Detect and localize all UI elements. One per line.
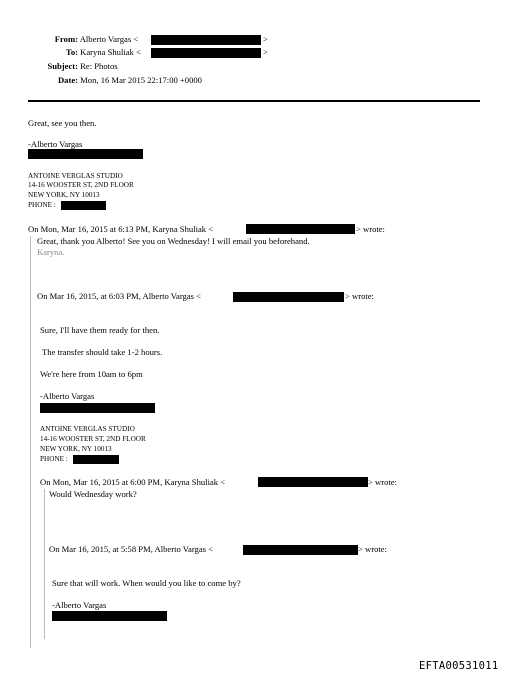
quote2-wrote: > wrote: bbox=[345, 291, 374, 301]
quote4-attribution: On Mar 16, 2015, at 5:58 PM, Alberto Vargas < bbox=[49, 544, 213, 554]
quote1-bar bbox=[30, 236, 31, 648]
quote2-attribution: On Mar 16, 2015, at 6:03 PM, Alberto Vargas < bbox=[37, 291, 201, 301]
date-value: Mon, 16 Mar 2015 22:17:00 +0000 bbox=[80, 75, 202, 85]
quote4-wrote: > wrote: bbox=[358, 544, 387, 554]
quote2-line3: We're here from 10am to 6pm bbox=[40, 369, 143, 379]
redaction-box bbox=[246, 224, 355, 234]
quote1-attribution: On Mon, Mar 16, 2015 at 6:13 PM, Karyna Shuliak < bbox=[28, 224, 214, 234]
redaction-box bbox=[233, 292, 344, 302]
header-divider bbox=[28, 100, 480, 102]
from-close-angle: > bbox=[263, 34, 268, 44]
quote4-signature-name: -Alberto Vargas bbox=[52, 600, 107, 610]
quote2-line1: Sure, I'll have them ready for then. bbox=[40, 325, 160, 335]
quote2-line2: The transfer should take 1-2 hours. bbox=[42, 347, 163, 357]
studio-phone: PHONE : bbox=[28, 201, 56, 209]
redaction-box bbox=[40, 403, 155, 413]
quote1-wrote: > wrote: bbox=[356, 224, 385, 234]
quote4-text: Sure that will work. When would you like to come by? bbox=[52, 578, 241, 588]
from-value: Alberto Vargas < bbox=[79, 34, 139, 44]
date-label: Date: bbox=[57, 75, 78, 85]
quote3-wrote: > wrote: bbox=[368, 477, 397, 487]
redaction-box bbox=[28, 149, 143, 159]
redaction-box bbox=[61, 201, 106, 210]
quote2-signature-name: -Alberto Vargas bbox=[40, 391, 95, 401]
to-value: Karyna Shuliak < bbox=[80, 47, 141, 57]
subject-value: Re: Photos bbox=[80, 61, 118, 71]
quote3-attribution: On Mon, Mar 16, 2015 at 6:00 PM, Karyna Shuliak < bbox=[40, 477, 226, 487]
redaction-box bbox=[73, 455, 119, 464]
to-close-angle: > bbox=[263, 47, 268, 57]
studio-street: 14-16 WOOSTER ST, 2ND FLOOR bbox=[28, 181, 134, 189]
quote1-text: Great, thank you Alberto! See you on Wednesday! I will email you beforehand. bbox=[37, 236, 310, 246]
studio-city: NEW YORK, NY 10013 bbox=[28, 191, 100, 199]
subject-row bbox=[30, 61, 118, 72]
date-row bbox=[30, 75, 202, 86]
quote3-text: Would Wednesday work? bbox=[49, 489, 137, 499]
to-label: To: bbox=[65, 47, 78, 57]
signature-name: -Alberto Vargas bbox=[28, 139, 83, 149]
quote2-studio-phone: PHONE : bbox=[40, 455, 68, 463]
from-label: From: bbox=[54, 34, 78, 44]
from-row bbox=[30, 34, 138, 45]
bates-number: EFTA00531011 bbox=[419, 660, 499, 672]
quote2-studio-name: ANTOINE VERGLAS STUDIO bbox=[40, 425, 135, 433]
redaction-box bbox=[151, 35, 261, 45]
subject-label: Subject: bbox=[47, 61, 78, 71]
redaction-box bbox=[243, 545, 358, 555]
studio-name: ANTOINE VERGLAS STUDIO bbox=[28, 172, 123, 180]
quote2-studio-street: 14-16 WOOSTER ST, 2ND FLOOR bbox=[40, 435, 146, 443]
redaction-box bbox=[258, 477, 368, 487]
quote1-sign: Karyna. bbox=[37, 247, 65, 257]
redaction-box bbox=[52, 611, 167, 621]
to-row bbox=[30, 47, 141, 58]
quote3-bar bbox=[44, 489, 45, 639]
redaction-box bbox=[151, 48, 261, 58]
quote2-studio-city: NEW YORK, NY 10013 bbox=[40, 445, 112, 453]
reply-text: Great, see you then. bbox=[28, 118, 97, 128]
